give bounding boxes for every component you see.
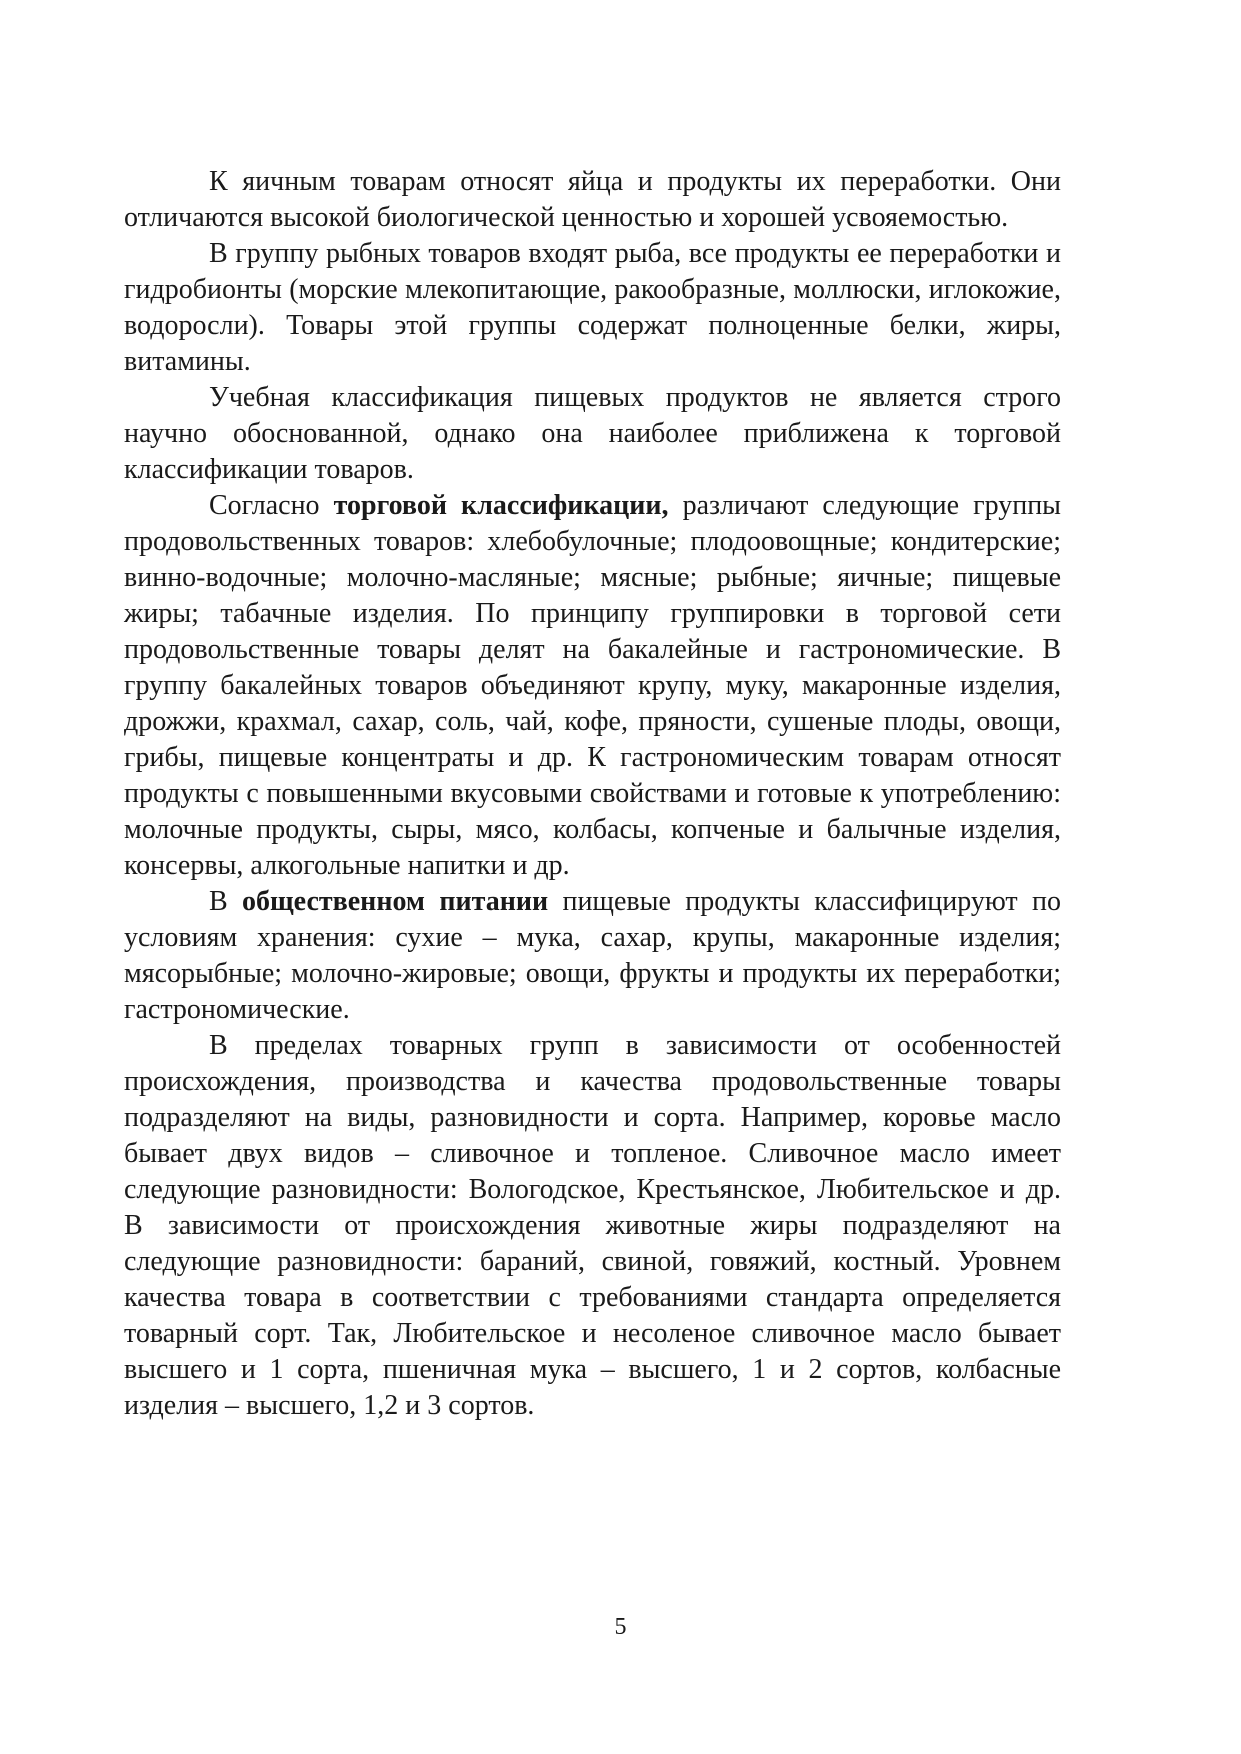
page-number: 5 [614,1614,627,1640]
paragraph-text: различают следующие группы продовольственных товаров: хлебобулочные; плодоовощные; кондитерские; винно-водочные; молочно-масляные; мясные; рыбные; яичные; пищевые жиры; табачные изделия. По принципу группировки в торговой сети продовольственные товары делят на бакалейные и гастрономические. В группу бакалейных товаров объединяют крупу, муку, макаронные изделия, дрожжи, крахмал, сахар, соль, чай, кофе, пряности, сушеные плоды, овощи, грибы, пищевые концентраты и др. К гастрономическим товарам относят продукты с повышенными вкусовыми свойствами и готовые к употреблению: молочные продукты, сыры, мясо, колбасы, копченые и балычные изделия, консервы, алкогольные напитки и др. [124,490,1061,881]
paragraph-text: В пределах товарных групп в зависимости от особенностей происхождения, производства и качества продовольственные товары подразделяют на виды, разновидности и сорта. Например, коровье масло бывает двух видов – сливочное и топленое. Сливочное масло имеет следующие разновидности: Вологодское, Крестьянское, Любительское и др. В зависимости от происхождения животные жиры подразделяют на следующие разновидности: бараний, свиной, говяжий, костный. Уровнем качества товара в соответствии с требованиями стандарта определяется товарный сорт. Так, Любительское и несоленое сливочное масло бывает высшего и 1 сорта, пшеничная мука – высшего, 1 и 2 сортов, колбасные изделия – высшего, 1,2 и 3 сортов. [124,1030,1061,1421]
paragraph-text: Учебная классификация пищевых продуктов не является строго научно обоснованной, однако она наиболее приближена к торговой классификации товаров. [124,382,1061,485]
paragraph-trade-classification [124,488,1061,884]
paragraph-fish [124,236,1061,380]
paragraph-educational-classification [124,380,1061,488]
paragraph-text: В группу рыбных товаров входят рыба, все продукты ее переработки и гидробионты (морские млекопитающие, ракообразные, моллюски, иглокожие, водоросли). Товары этой группы содержат полноценные белки, жиры, витамины. [124,238,1061,377]
paragraph-text: В [209,886,243,917]
paragraph-types-and-grades [124,1028,1061,1424]
term-trade-classification: торговой классификации, [333,490,669,521]
paragraph-text: Согласно [209,490,334,521]
paragraph-eggs [124,164,1061,236]
paragraph-text: К яичным товарам относят яйца и продукты их переработки. Они отличаются высокой биологической ценностью и хорошей усвояемостью. [124,166,1061,233]
paragraph-public-catering [124,884,1061,1028]
term-public-catering: общественном питании [242,886,549,917]
document-body [124,164,1061,1424]
paragraph-text: пищевые продукты классифицируют по условиям хранения: сухие – мука, сахар, крупы, макаронные изделия; мясорыбные; молочно-жировые; овощи, фрукты и продукты их переработки; гастрономические. [124,886,1062,1025]
